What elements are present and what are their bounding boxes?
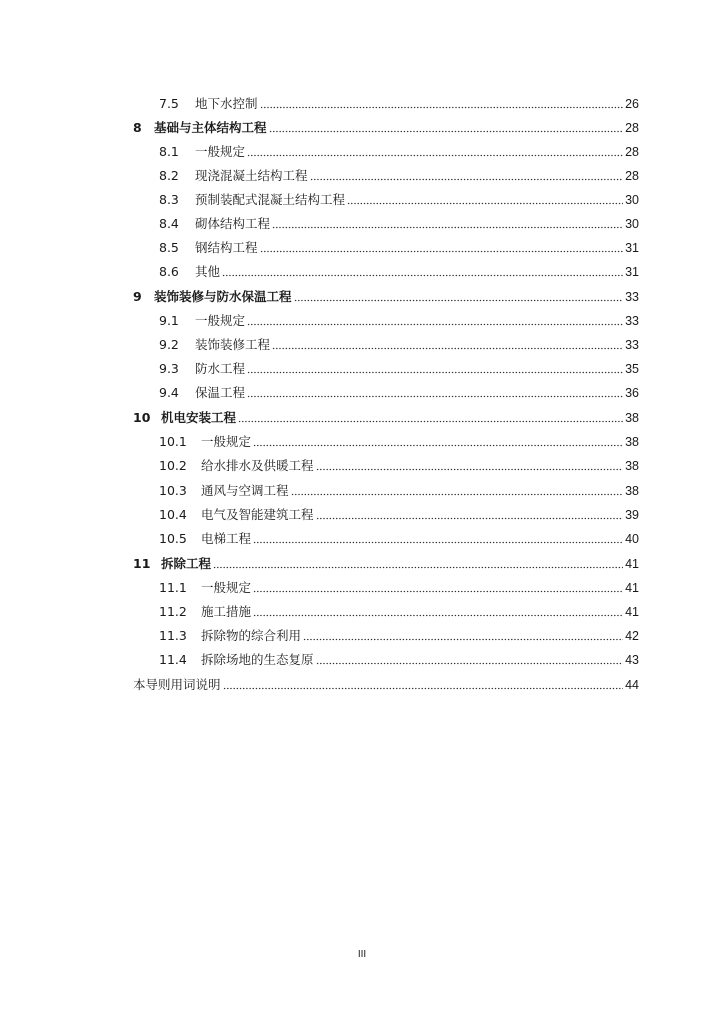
toc-entry-page: 40 bbox=[625, 532, 639, 546]
toc-entry-number: 9.4 bbox=[159, 385, 179, 400]
toc-entry[interactable] bbox=[0, 92, 724, 112]
toc-entry[interactable] bbox=[0, 381, 724, 401]
dot-leader bbox=[347, 193, 623, 205]
toc-entry[interactable] bbox=[0, 188, 724, 208]
toc-entry-page: 44 bbox=[625, 678, 639, 692]
toc-entry[interactable] bbox=[0, 236, 724, 256]
toc-entry-page: 31 bbox=[625, 241, 639, 255]
toc-entry[interactable] bbox=[0, 285, 724, 305]
toc-entry-number: 8.3 bbox=[159, 192, 179, 207]
toc-entry[interactable] bbox=[0, 333, 724, 353]
toc-entry[interactable] bbox=[0, 212, 724, 232]
toc-entry-title: 电气及智能建筑工程 bbox=[201, 507, 314, 522]
dot-leader bbox=[316, 459, 624, 471]
dot-leader bbox=[222, 265, 623, 277]
dot-leader bbox=[269, 121, 624, 133]
toc-entry-title: 通风与空调工程 bbox=[201, 483, 289, 498]
toc-entry-number: 8.5 bbox=[159, 240, 179, 255]
toc-entry-title: 拆除工程 bbox=[161, 556, 212, 571]
toc-entry[interactable] bbox=[0, 406, 724, 426]
dot-leader bbox=[213, 557, 623, 569]
toc-entry-page: 35 bbox=[625, 362, 639, 376]
toc-entry-number: 10.1 bbox=[159, 434, 187, 449]
toc-entry-number: 11.3 bbox=[159, 628, 187, 643]
toc-entry-number: 8.1 bbox=[159, 144, 179, 159]
toc-entry-title: 现浇混凝土结构工程 bbox=[195, 168, 308, 183]
toc-entry-title: 电梯工程 bbox=[201, 531, 252, 546]
toc-entry[interactable] bbox=[0, 357, 724, 377]
dot-leader bbox=[272, 217, 623, 229]
toc-entry-page: 39 bbox=[625, 508, 639, 522]
dot-leader bbox=[294, 290, 624, 302]
toc-entry[interactable] bbox=[0, 648, 724, 668]
toc-entry-page: 41 bbox=[625, 605, 639, 619]
toc-entry-number: 11 bbox=[133, 556, 151, 571]
toc-entry-page: 30 bbox=[625, 217, 639, 231]
toc-entry-number: 10.5 bbox=[159, 531, 187, 546]
toc-entry[interactable] bbox=[0, 116, 724, 136]
dot-leader bbox=[260, 241, 624, 253]
toc-entry-page: 33 bbox=[625, 338, 639, 352]
toc-entry-title: 预制装配式混凝土结构工程 bbox=[195, 192, 346, 207]
dot-leader bbox=[247, 362, 623, 374]
dot-leader bbox=[253, 581, 623, 593]
toc-entry-number: 10.3 bbox=[159, 483, 187, 498]
dot-leader bbox=[247, 314, 623, 326]
toc-entry-page: 38 bbox=[625, 459, 639, 473]
toc-entry-title: 装饰装修与防水保温工程 bbox=[154, 289, 292, 304]
toc-entry-number: 8 bbox=[133, 120, 142, 135]
toc-entry-page: 26 bbox=[625, 97, 639, 111]
dot-leader bbox=[247, 386, 623, 398]
toc-entry[interactable] bbox=[0, 624, 724, 644]
toc-entry[interactable] bbox=[0, 479, 724, 499]
dot-leader bbox=[291, 484, 624, 496]
toc-entry-title: 其他 bbox=[195, 264, 221, 279]
toc-entry-page: 28 bbox=[625, 121, 639, 135]
toc-entry-page: 31 bbox=[625, 265, 639, 279]
toc-entry-title: 给水排水及供暖工程 bbox=[201, 458, 314, 473]
toc-entry-number: 9.1 bbox=[159, 313, 179, 328]
toc-entry-page: 38 bbox=[625, 484, 639, 498]
toc-entry[interactable] bbox=[0, 454, 724, 474]
dot-leader bbox=[247, 145, 623, 157]
toc-entry[interactable] bbox=[0, 260, 724, 280]
toc-entry[interactable] bbox=[0, 140, 724, 160]
toc-entry[interactable] bbox=[0, 576, 724, 596]
toc-entry-number: 9 bbox=[133, 289, 142, 304]
dot-leader bbox=[303, 629, 623, 641]
toc-entry[interactable] bbox=[0, 673, 724, 693]
dot-leader bbox=[316, 508, 624, 520]
toc-entry-title: 防水工程 bbox=[195, 361, 246, 376]
dot-leader bbox=[223, 678, 624, 690]
toc-entry-number: 7.5 bbox=[159, 96, 179, 111]
toc-entry-title: 一般规定 bbox=[195, 144, 246, 159]
toc-entry-title: 地下水控制 bbox=[195, 96, 258, 111]
toc-entry-page: 38 bbox=[625, 435, 639, 449]
toc-entry-title: 保温工程 bbox=[195, 385, 246, 400]
toc-entry-title: 一般规定 bbox=[201, 434, 252, 449]
toc-entry[interactable] bbox=[0, 527, 724, 547]
dot-leader bbox=[238, 411, 623, 423]
toc-entry-number: 8.2 bbox=[159, 168, 179, 183]
dot-leader bbox=[253, 435, 623, 447]
toc-entry-title: 一般规定 bbox=[201, 580, 252, 595]
dot-leader bbox=[316, 653, 624, 665]
toc-entry-number: 8.6 bbox=[159, 264, 179, 279]
toc-entry-number: 11.2 bbox=[159, 604, 187, 619]
toc-entry-page: 42 bbox=[625, 629, 639, 643]
toc-entry-page: 33 bbox=[625, 314, 639, 328]
toc-entry[interactable] bbox=[0, 552, 724, 572]
toc-entry-page: 28 bbox=[625, 169, 639, 183]
toc-entry[interactable] bbox=[0, 503, 724, 523]
toc-entry-number: 11.1 bbox=[159, 580, 187, 595]
toc-entry-page: 41 bbox=[625, 557, 639, 571]
toc-entry-number: 8.4 bbox=[159, 216, 179, 231]
toc-entry-title: 砌体结构工程 bbox=[195, 216, 271, 231]
toc-entry-page: 43 bbox=[625, 653, 639, 667]
dot-leader bbox=[260, 97, 624, 109]
dot-leader bbox=[272, 338, 623, 350]
toc-entry-title: 一般规定 bbox=[195, 313, 246, 328]
toc-entry-title: 机电安装工程 bbox=[161, 410, 237, 425]
toc-entry-number: 10 bbox=[133, 410, 151, 425]
toc-entry-title: 装饰装修工程 bbox=[195, 337, 271, 352]
toc-entry-title: 拆除场地的生态复原 bbox=[201, 652, 314, 667]
toc-entry-page: 41 bbox=[625, 581, 639, 595]
toc-entry-page: 38 bbox=[625, 411, 639, 425]
toc-entry-page: 28 bbox=[625, 145, 639, 159]
dot-leader bbox=[253, 605, 623, 617]
toc-entry-number: 9.3 bbox=[159, 361, 179, 376]
toc-entry-title: 施工措施 bbox=[201, 604, 252, 619]
toc-entry-title: 基础与主体结构工程 bbox=[154, 120, 267, 135]
toc-entry[interactable] bbox=[0, 430, 724, 450]
toc-entry[interactable] bbox=[0, 600, 724, 620]
page-number: III bbox=[357, 949, 367, 960]
toc-entry-number: 11.4 bbox=[159, 652, 187, 667]
toc-entry-number: 10.2 bbox=[159, 458, 187, 473]
toc-entry-title: 拆除物的综合利用 bbox=[201, 628, 302, 643]
toc-entry-number: 9.2 bbox=[159, 337, 179, 352]
dot-leader bbox=[310, 169, 624, 181]
toc-entry-page: 36 bbox=[625, 386, 639, 400]
toc-entry-title: 本导则用词说明 bbox=[133, 677, 221, 692]
toc-entry-page: 30 bbox=[625, 193, 639, 207]
toc-entry[interactable] bbox=[0, 309, 724, 329]
toc-entry[interactable] bbox=[0, 164, 724, 184]
dot-leader bbox=[253, 532, 623, 544]
toc-entry-title: 钢结构工程 bbox=[195, 240, 258, 255]
toc-entry-number: 10.4 bbox=[159, 507, 187, 522]
toc-entry-page: 33 bbox=[625, 290, 639, 304]
